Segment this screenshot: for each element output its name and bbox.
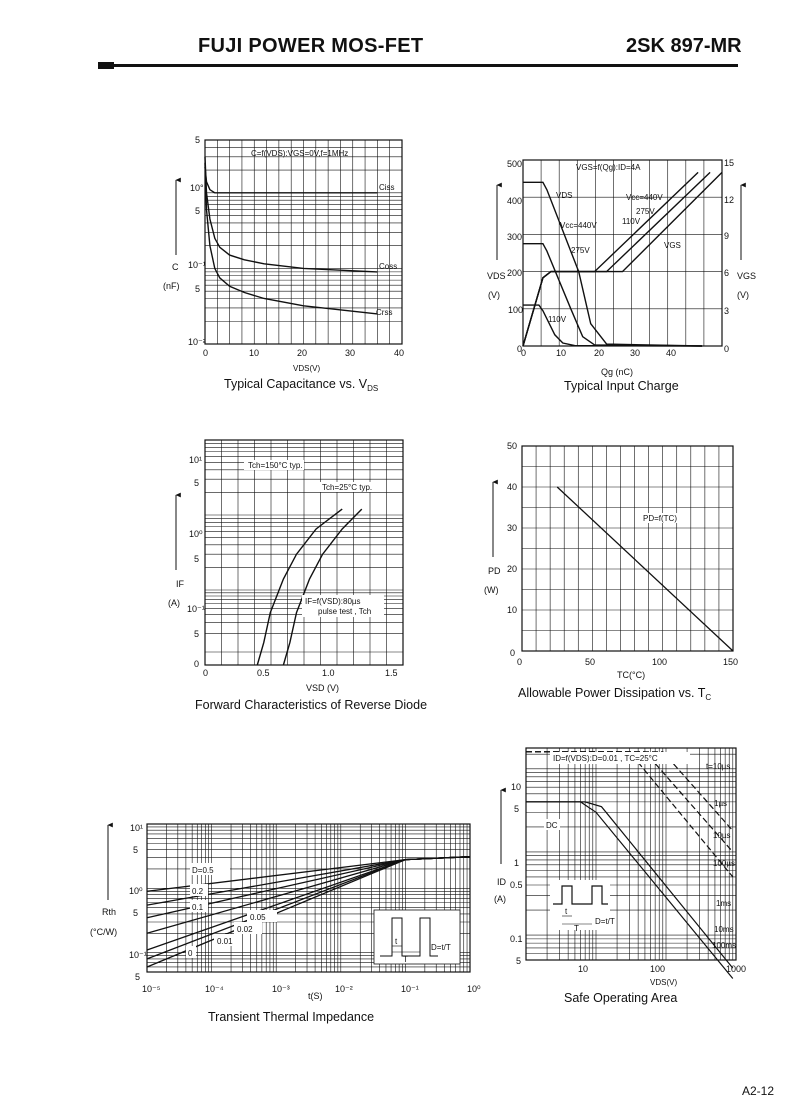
- charge-label-vds: VDS: [556, 191, 573, 200]
- cap-ytick-1: 10°: [190, 183, 204, 193]
- soa-caption: Safe Operating Area: [564, 991, 678, 1005]
- charge-ytick-3: 200: [507, 268, 523, 278]
- charge-ytick-2: 300: [507, 232, 523, 242]
- diode-xlabel: VSD (V): [306, 683, 340, 693]
- pd-xtick-1: 50: [585, 657, 596, 667]
- diode-ytick-0: 10¹: [189, 455, 203, 465]
- thermal-xtick-0: 10⁻⁵: [142, 984, 161, 994]
- thermal-ytick-1: 5: [133, 845, 139, 855]
- charge-label-275-lower: 275V: [571, 246, 590, 255]
- soa-inset-T: T: [574, 924, 579, 933]
- diode-ytick-4: 10⁻¹: [187, 604, 205, 614]
- thermal-xtick-5: 10⁰: [467, 984, 481, 994]
- charge-condition: VGS=f(Qg):ID=4A: [576, 163, 641, 172]
- cap-xlabel: VDS(V): [293, 364, 321, 373]
- cap-caption: [224, 377, 378, 393]
- thermal-ylabel: Rth: [102, 907, 117, 917]
- pd-ylabel: PD: [488, 566, 501, 576]
- charge-label-110-lower: 110V: [548, 315, 567, 324]
- soa-ytick-1: 5: [514, 804, 520, 814]
- cap-ylabel: C: [172, 262, 179, 272]
- cap-label-crss: Crss: [376, 308, 393, 317]
- charge-rtick-0: 15: [724, 158, 735, 168]
- thermal-ytick-5: 5: [135, 972, 141, 982]
- soa-limit-100ms: 100ms: [712, 941, 737, 950]
- charge-label-vcc440-upper: Vcc=440V: [626, 193, 663, 202]
- thermal-pulse-inset: [374, 910, 460, 964]
- pd-xlabel: TC(°C): [617, 670, 646, 680]
- charge-rtick-2: 9: [724, 231, 730, 241]
- charge-ytick-4: 100: [508, 305, 524, 315]
- power-dissipation-chart: [484, 441, 738, 702]
- thermal-xlabel: t(S): [308, 991, 323, 1001]
- soa-label-dc: DC: [546, 821, 558, 830]
- cap-label-ciss: Ciss: [379, 183, 395, 192]
- pd-ytick-4: 10: [507, 605, 518, 615]
- charge-label-110-upper: 110V: [622, 217, 641, 226]
- cap-yunit: (nF): [163, 281, 180, 291]
- soa-pulse-inset: [550, 880, 615, 933]
- pd-ytick-3: 20: [507, 564, 518, 574]
- charge-rtick-3: 6: [724, 268, 730, 278]
- charge-label-vgs: VGS: [664, 241, 681, 250]
- thermal-label-d001: 0.01: [217, 937, 233, 946]
- thermal-xtick-1: 10⁻⁴: [205, 984, 224, 994]
- charge-ytick-1: 400: [507, 196, 523, 206]
- thermal-label-d01: 0.1: [192, 903, 204, 912]
- charge-rtick-1: 12: [724, 195, 735, 205]
- soa-ytick-4: 0.1: [510, 934, 523, 944]
- diode-condition-2: pulse test , Tch: [318, 607, 372, 616]
- thermal-ytick-2: 10⁰: [129, 886, 143, 896]
- pd-condition: PD=f(TC): [643, 514, 677, 523]
- cap-xtick-1: 10: [249, 348, 260, 358]
- thermal-label-d005: 0.05: [250, 913, 266, 922]
- cap-ytick-4: 5: [195, 284, 201, 294]
- part-number: 2SK 897-MR: [626, 35, 742, 57]
- soa-ylabel: ID: [497, 877, 506, 887]
- cap-xtick-3: 30: [345, 348, 356, 358]
- soa-inset-duty: D=t/T: [595, 917, 615, 926]
- cap-xtick-4: 40: [394, 348, 405, 358]
- charge-ytick-0: 500: [507, 159, 523, 169]
- capacitance-chart: [163, 135, 404, 393]
- pd-ytick-0: 50: [507, 441, 518, 451]
- diode-xtick-2: 1.0: [322, 668, 335, 678]
- charge-curve-1: [523, 244, 702, 346]
- soa-limit-10ms: 10ms: [714, 925, 734, 934]
- charge-yunit-left: (V): [488, 290, 500, 300]
- document-title: FUJI POWER MOS-FET: [198, 35, 424, 57]
- charge-xtick-0: 0: [521, 348, 527, 358]
- soa-xlabel: VDS(V): [650, 978, 678, 987]
- thermal-yunit: (°C/W): [90, 927, 118, 937]
- reverse-diode-grid: [205, 440, 403, 665]
- soa-yunit: (A): [494, 894, 506, 904]
- soa-limit-1us: 1µs: [714, 799, 728, 808]
- thermal-xtick-3: 10⁻²: [335, 984, 353, 994]
- soa-ytick-0: 10: [511, 782, 522, 792]
- pd-caption-sub: C: [705, 693, 712, 702]
- soa-ytick-2: 1: [514, 858, 520, 868]
- soa-xtick-0: 10: [578, 964, 589, 974]
- diode-yunit: (A): [168, 598, 180, 608]
- cap-ytick-3: 10⁻¹: [188, 260, 206, 270]
- cap-xtick-0: 0: [203, 348, 209, 358]
- pd-xtick-3: 150: [723, 657, 739, 667]
- thermal-ytick-4: 10⁻¹: [129, 950, 147, 960]
- soa-inset-t: t: [565, 907, 568, 916]
- diode-caption: Forward Characteristics of Reverse Diode: [195, 698, 428, 712]
- reverse-diode-curves: [257, 509, 362, 665]
- diode-ylabel: IF: [176, 579, 184, 589]
- soa-xtick-2: 1000: [726, 964, 747, 974]
- diode-ytick-6: 0: [194, 659, 200, 669]
- pd-xtick-2: 100: [652, 657, 668, 667]
- thermal-inset-t: t: [395, 937, 398, 946]
- cap-label-coss: Coss: [379, 262, 398, 271]
- page-number: A2-12: [742, 1084, 775, 1098]
- cap-xtick-2: 20: [297, 348, 308, 358]
- cap-caption-main: Typical Capacitance vs. V: [224, 377, 368, 391]
- diode-ytick-2: 10⁰: [189, 529, 203, 539]
- diode-curve-0: [257, 509, 342, 665]
- safe-operating-area-chart: [494, 748, 746, 1005]
- charge-xtick-4: 40: [666, 348, 677, 358]
- thermal-inset-T: T: [403, 955, 408, 964]
- pd-yunit: (W): [484, 585, 499, 595]
- charge-label-vcc440-lower: Vcc=440V: [560, 221, 597, 230]
- charge-rtick-5: 0: [724, 344, 730, 354]
- cap-ytick-5: 10⁻²: [188, 337, 206, 347]
- pd-xtick-0: 0: [517, 657, 523, 667]
- thermal-label-d002: 0.02: [237, 925, 253, 934]
- charge-caption: Typical Input Charge: [564, 379, 679, 393]
- diode-ytick-3: 5: [194, 554, 200, 564]
- soa-limit-10us-top: t=10µs: [706, 762, 731, 771]
- charge-xlabel: Qg (nC): [601, 367, 634, 377]
- diode-xtick-0: 0: [203, 668, 209, 678]
- input-charge-chart: [487, 158, 756, 393]
- pd-caption-main: Allowable Power Dissipation vs. T: [518, 686, 706, 700]
- cap-caption-sub: DS: [367, 384, 379, 393]
- soa-ytick-3: 0.5: [510, 880, 523, 890]
- thermal-inset-duty: D=t/T: [431, 943, 451, 952]
- thermal-label-d05: D=0.5: [192, 866, 214, 875]
- pd-ytick-2: 30: [507, 523, 518, 533]
- soa-condition: ID=f(VDS):D=0.01 , TC=25°C: [553, 754, 658, 763]
- diode-xtick-1: 0.5: [257, 668, 270, 678]
- thermal-ytick-3: 5: [133, 908, 139, 918]
- charge-xtick-1: 10: [556, 348, 567, 358]
- pd-caption: [518, 686, 711, 702]
- charge-xtick-3: 30: [630, 348, 641, 358]
- pd-ytick-5: 0: [510, 648, 516, 658]
- diode-condition-1: IF=f(VSD):80µs: [305, 597, 361, 606]
- pd-ytick-1: 40: [507, 482, 518, 492]
- power-dissipation-grid: [522, 446, 733, 651]
- capacitance-condition: C=f(VDS):VGS=0V,f=1MHz: [251, 149, 349, 158]
- cap-ytick-2: 5: [195, 206, 201, 216]
- soa-limit-1ms: 1ms: [716, 899, 732, 908]
- charge-curve-2: [523, 305, 702, 346]
- diode-label-150: Tch=150°C typ.: [248, 461, 303, 470]
- thermal-impedance-chart: [90, 823, 481, 1024]
- charge-yunit-right: (V): [737, 290, 749, 300]
- diode-xtick-3: 1.5: [385, 668, 398, 678]
- reverse-diode-chart: [168, 440, 427, 712]
- soa-xtick-1: 100: [650, 964, 666, 974]
- diode-label-25: Tch=25°C typ.: [322, 483, 373, 492]
- soa-limit-10us: 10µs: [713, 831, 731, 840]
- charge-rtick-4: 3: [724, 306, 730, 316]
- thermal-ytick-0: 10¹: [130, 823, 144, 833]
- thermal-xtick-2: 10⁻³: [272, 984, 290, 994]
- thermal-caption: Transient Thermal Impedance: [208, 1010, 375, 1024]
- charge-ylabel-right: VGS: [737, 271, 757, 281]
- diode-ytick-1: 5: [194, 478, 200, 488]
- charge-xtick-2: 20: [594, 348, 605, 358]
- soa-ytick-5: 5: [516, 956, 522, 966]
- charge-ylabel-left: VDS: [487, 271, 506, 281]
- cap-ytick-0: 5: [195, 135, 201, 145]
- thermal-label-d02: 0.2: [192, 887, 204, 896]
- diode-ytick-5: 5: [194, 629, 200, 639]
- charge-ytick-5: 0: [517, 344, 523, 354]
- soa-limit-100us: 100µs: [713, 859, 735, 868]
- charge-label-275-upper: 275V: [636, 207, 655, 216]
- diode-curve-1: [283, 509, 361, 665]
- thermal-label-d0: 0: [188, 949, 193, 958]
- thermal-xtick-4: 10⁻¹: [401, 984, 419, 994]
